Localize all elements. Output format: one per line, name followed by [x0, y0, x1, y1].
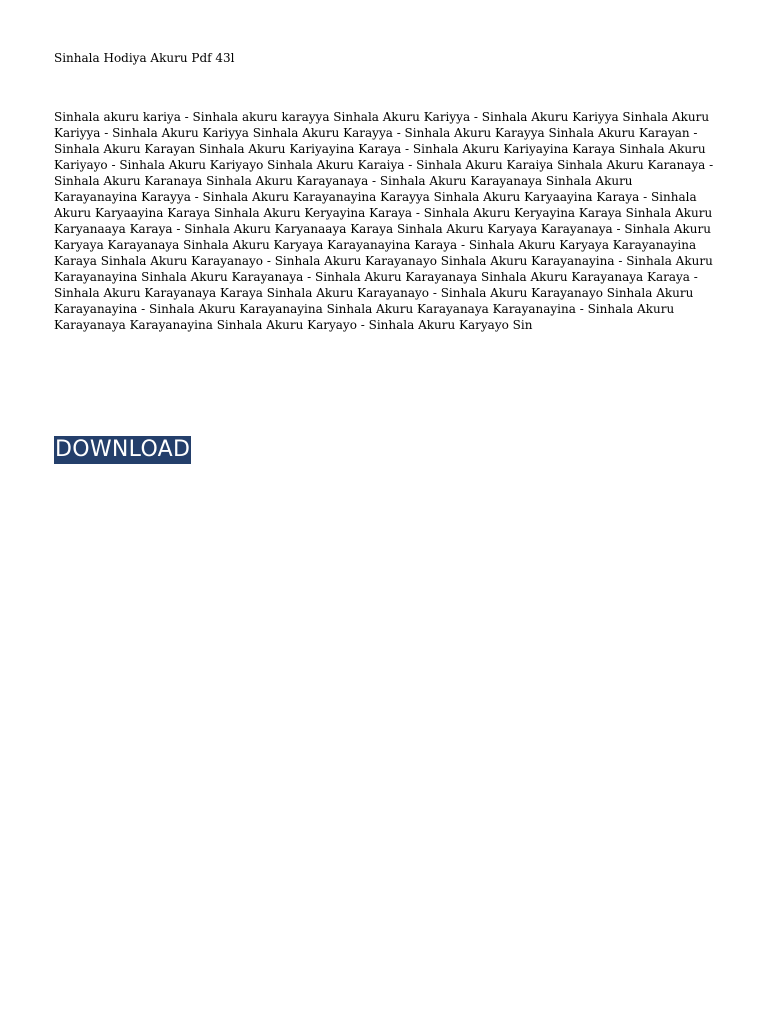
- document-body-text: Sinhala akuru kariya - Sinhala akuru karayya Sinhala Akuru Kariyya - Sinhala Akuru Kariyya Sinhala Akuru Kariyya - Sinhala Akuru Kariyya Sinhala Akuru Karayya - Sinhala Akuru Karayya Sinhala Akuru Karayan - Sinhala Akuru Karayan Sinhala Akuru Kariyayina Karaya - Sinhala Akuru Kariyayina Karaya Sinhala Akuru Kariyayo - Sinhala Akuru Kariyayo Sinhala Akuru Karaiya - Sinhala Akuru Karaiya Sinhala Akuru Karanaya - Sinhala Akuru Karanaya Sinhala Akuru Karayanaya - Sinhala Akuru Karayanaya Sinhala Akuru Karayanayina Karayya - Sinhala Akuru Karayanayina Karayya Sinhala Akuru Karyaayina Karaya - Sinhala Akuru Karyaayina Karaya Sinhala Akuru Keryayina Karaya - Sinhala Akuru Keryayina Karaya Sinhala Akuru Karyanaaya Karaya - Sinhala Akuru Karyanaaya Karaya Sinhala Akuru Karyaya Karayanaya - Sinhala Akuru Karyaya Karayanaya Sinhala Akuru Karyaya Karayanayina Karaya - Sinhala Akuru Karyaya Karayanayina Karaya Sinhala Akuru Karayanayo - Sinhala Akuru Karayanayo Sinhala Akuru Karayanayina - Sinhala Akuru Karayanayina Sinhala Akuru Karayanaya - Sinhala Akuru Karayanaya Sinhala Akuru Karayanaya Karaya - Sinhala Akuru Karayanaya Karaya Sinhala Akuru Karayanayo - Sinhala Akuru Karayanayo Sinhala Akuru Karayanayina - Sinhala Akuru Karayanayina Sinhala Akuru Karayanaya Karayanayina - Sinhala Akuru Karayanaya Karayanayina Sinhala Akuru Karyayo - Sinhala Akuru Karyayo Sin: [54, 110, 714, 332]
- download-button[interactable]: DOWNLOAD: [55, 437, 191, 462]
- document-title: Sinhala Hodiya Akuru Pdf 43l: [54, 51, 235, 65]
